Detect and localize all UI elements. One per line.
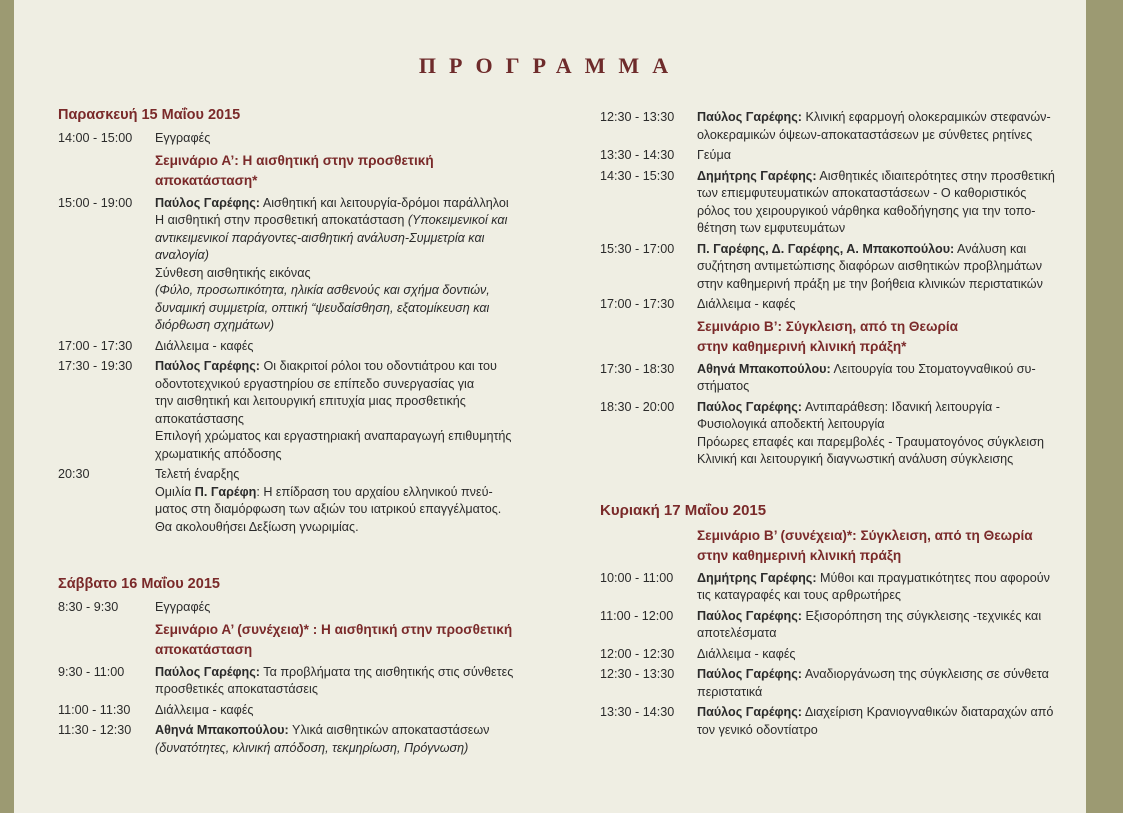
entry-time: 12:30 - 13:30	[600, 667, 675, 681]
desc-line: Σύνθεση αισθητικής εικόνας	[155, 265, 311, 280]
speaker: Δημήτρης Γαρέφης:	[697, 168, 817, 183]
desc-line: Επιλογή χρώματος και εργαστηριακή αναπαραγωγή επιθυμητής	[155, 429, 512, 443]
desc-line: Η αισθητική στην προσθετική αποκατάσταση	[155, 213, 408, 227]
seminar-line: Σεμινάριο Α’: Η αισθητική στην προσθετική	[155, 152, 434, 168]
speaker: Αθηνά Μπακοπούλου:	[155, 723, 289, 737]
schedule-entry	[600, 147, 1068, 165]
schedule-entry	[58, 338, 526, 356]
desc-line: διόρθωση σχημάτων)	[155, 318, 275, 332]
schedule-entry	[600, 361, 1068, 396]
schedule-entry	[600, 109, 1068, 144]
speaker: Παύλος Γαρέφης:	[697, 110, 802, 124]
desc-line: Εξισορόπηση της σύγκλεισης -τεχνικές και	[805, 608, 1042, 623]
desc-line: συζήτηση αντιμετώπισης διαφόρων αισθητικών προβλημάτων	[697, 259, 1043, 273]
entry-time: 20:30	[58, 467, 90, 481]
desc-line: στην καθημερινή πράξη με την βοήθεια κλινικών περιστατικών	[697, 276, 1043, 291]
desc-line: Θα ακολουθήσει Δεξίωση γνωριμίας.	[155, 519, 359, 534]
seminar-line: στην καθημερινή κλινική πράξη*	[697, 338, 907, 354]
entry-time: 10:00 - 11:00	[600, 570, 674, 585]
entry-desc	[697, 704, 1068, 739]
day-heading-sunday: Κυριακή 17 Μαΐου 2015	[600, 501, 767, 519]
entry-time: 11:00 - 12:00	[600, 608, 674, 623]
desc-line: (δυνατότητες, κλινική απόδοση, τεκμηρίωση, Πρόγνωση)	[155, 740, 469, 755]
entry-text: Γεύμα	[697, 148, 731, 162]
entry-time: 12:00 - 12:30	[600, 646, 675, 661]
entry-time: 8:30 - 9:30	[58, 600, 119, 614]
schedule-entry	[58, 702, 526, 720]
schedule-entry	[58, 599, 526, 617]
seminar-line: στην καθημερινή κλινική πράξη	[697, 547, 902, 563]
entry-desc	[697, 608, 1068, 643]
entry-desc	[697, 399, 1068, 469]
entry-desc	[697, 666, 1068, 701]
desc-line: αναλογία)	[155, 248, 209, 262]
entry-time: 13:30 - 14:30	[600, 705, 675, 719]
entry-time: 14:30 - 15:30	[600, 168, 675, 183]
schedule-entry	[600, 296, 1068, 314]
entry-desc	[155, 358, 526, 463]
desc-line: Αντιπαράθεση: Ιδανική λειτουργία -	[804, 399, 1000, 414]
entry-text: Διάλλειμα - καφές	[697, 646, 796, 661]
desc-line: Κλινική και λειτουργική διαγνωστική ανάλυση σύγκλεισης	[697, 452, 1014, 466]
entry-text: Διάλλειμα - καφές	[155, 338, 254, 353]
schedule-entry	[600, 704, 1068, 739]
spacer	[600, 472, 1068, 502]
entry-time: 17:30 - 19:30	[58, 359, 133, 373]
desc-line: ματος στη διαμόρφωση των αξιών του ιατρικού επαγγέλματος.	[155, 502, 502, 516]
entry-desc	[697, 570, 1068, 605]
entry-text: Εγγραφές	[155, 131, 211, 145]
desc-line: Αισθητικές ιδιαιτερότητες στην προσθετική	[819, 168, 1055, 183]
desc-line: αντικειμενικοί παράγοντες-αισθητική ανάλυση-Συμμετρία και	[155, 230, 485, 245]
entry-time: 9:30 - 11:00	[58, 664, 125, 679]
entry-desc	[697, 361, 1068, 396]
entry-time: 18:30 - 20:00	[600, 399, 675, 414]
entry-text: Εγγραφές	[155, 600, 211, 614]
desc-line: (Φύλο, προσωπικότητα, ηλικία ασθενούς και σχήμα δοντιών,	[155, 283, 490, 297]
desc-line: Ανάλυση και	[957, 241, 1027, 256]
desc-line: ρόλος του χειρουργικού νάρθηκα καθοδήγησης για την τοπο-	[697, 203, 1036, 218]
desc-line: θέτηση των εμφυτευμάτων	[697, 221, 846, 235]
desc-line: των επιεμφυτευματικών αποκαταστάσεων - Ο καθοριστικός	[697, 186, 1027, 200]
desc-line: Οι διακριτοί ρόλοι του οδοντιάτρου και του	[263, 359, 497, 373]
entry-desc	[155, 195, 526, 335]
desc-line: αποτελέσματα	[697, 626, 777, 640]
schedule-entry	[58, 466, 526, 536]
entry-time: 11:00 - 11:30	[58, 702, 131, 717]
desc-line: την αισθητική και λειτουργική επιτυχία μιας προσθετικής	[155, 394, 466, 408]
schedule-entry	[58, 358, 526, 463]
speaker: Π. Γαρέφη	[194, 484, 257, 499]
desc-line: Λειτουργία του Στοματογναθικού συ-	[833, 361, 1036, 376]
desc-line: στήματος	[697, 379, 750, 393]
seminar-line: Σεμινάριο Β’: Σύγκλειση, από τη Θεωρία	[697, 318, 958, 334]
right-column	[600, 109, 1068, 742]
desc-line: Υλικά αισθητικών αποκαταστάσεων	[291, 723, 490, 737]
desc-line: (Υποκειμενικοί και	[407, 213, 508, 227]
desc-line: Κλινική εφαρμογή ολοκεραμικών στεφανών-	[805, 110, 1051, 124]
seminar-line: Σεμινάριο Β’ (συνέχεια)*: Σύγκλειση, από τη Θεωρία	[697, 527, 1033, 543]
speaker: Π. Γαρέφης, Δ. Γαρέφης, Α. Μπακοπούλου:	[697, 241, 955, 256]
seminar-line: αποκατάσταση*	[155, 172, 258, 188]
entry-time: 17:30 - 18:30	[600, 361, 675, 376]
schedule-entry	[600, 608, 1068, 643]
desc-line: Φυσιολογικά αποδεκτή λειτουργία	[697, 417, 885, 431]
spacer	[58, 539, 526, 575]
left-column	[58, 106, 526, 760]
speaker: Παύλος Γαρέφης:	[697, 705, 802, 719]
entry-time: 11:30 - 12:30	[58, 723, 132, 737]
day-heading-friday: Παρασκευή 15 Μαΐου 2015	[58, 107, 241, 123]
entry-desc	[697, 168, 1068, 238]
desc-line: δυναμική συμμετρία, οπτική “ψευδαίσθηση, εξατομίκευση και	[155, 300, 490, 315]
desc-line: οδοντοτεχνικού εργαστηρίου σε επίπεδο συνεργασίας για	[155, 376, 475, 391]
seminar-title	[600, 317, 1068, 357]
entry-time: 15:30 - 17:00	[600, 241, 675, 256]
schedule-entry	[600, 241, 1068, 294]
page-title: ΠΡΟΓΡΑΜΜΑ	[418, 53, 682, 78]
entry-desc	[155, 664, 526, 699]
entry-time: 13:30 - 14:30	[600, 148, 675, 162]
schedule-entry	[58, 130, 526, 148]
schedule-entry	[600, 646, 1068, 664]
entry-time: 12:30 - 13:30	[600, 110, 675, 124]
seminar-title	[58, 620, 526, 660]
schedule-entry	[58, 664, 526, 699]
desc-line: περιστατικά	[697, 684, 763, 699]
schedule-entry	[58, 195, 526, 335]
desc-line: Τελετή έναρξης	[155, 467, 240, 481]
desc-line: προσθετικές αποκαταστάσεις	[155, 682, 318, 696]
speaker: Αθηνά Μπακοπούλου:	[697, 361, 831, 376]
desc-line: ολοκεραμικών όψεων-αποκαταστάσεων με σύνθετες ρητίνες	[697, 127, 1033, 142]
schedule-entry	[600, 570, 1068, 605]
entry-desc	[697, 109, 1068, 144]
desc-line: τις καταγραφές και τους αρθρωτήρες	[697, 588, 902, 602]
desc-line: τον γενικό οδοντίατρο	[697, 722, 818, 737]
desc-line: αποκατάστασης	[155, 411, 244, 426]
schedule-entry	[600, 168, 1068, 238]
schedule-entry	[58, 722, 526, 757]
speaker: Παύλος Γαρέφης:	[155, 359, 260, 373]
entry-text: Διάλλειμα - καφές	[155, 702, 254, 717]
desc-line: Μύθοι και πραγματικότητες που αφορούν	[820, 570, 1050, 585]
day-heading-saturday: Σάββατο 16 Μαΐου 2015	[58, 576, 220, 592]
speaker: Παύλος Γαρέφης:	[155, 664, 260, 679]
speaker: Παύλος Γαρέφης:	[697, 608, 802, 623]
seminar-line: Σεμινάριο Α’ (συνέχεια)* : Η αισθητική στην προσθετική	[155, 621, 513, 637]
desc-line: Αναδιοργάνωση της σύγκλεισης σε σύνθετα	[804, 667, 1049, 681]
seminar-line: αποκατάσταση	[155, 641, 253, 657]
program-page	[14, 0, 1086, 813]
speaker: Δημήτρης Γαρέφης:	[697, 570, 817, 585]
schedule-entry	[600, 666, 1068, 701]
speaker: Παύλος Γαρέφης:	[697, 399, 802, 414]
entry-text: Διάλλειμα - καφές	[697, 297, 796, 311]
desc-line: Τα προβλήματα της αισθητικής στις σύνθετες	[263, 664, 514, 679]
speaker: Παύλος Γαρέφης:	[155, 195, 260, 210]
entry-desc	[155, 466, 526, 536]
speaker: Παύλος Γαρέφης:	[697, 667, 802, 681]
entry-time: 17:00 - 17:30	[600, 297, 675, 311]
desc-line: χρωματικής απόδοσης	[155, 446, 282, 461]
entry-time: 17:00 - 17:30	[58, 338, 133, 353]
entry-time: 15:00 - 19:00	[58, 195, 133, 210]
desc-line: Πρόωρες επαφές και παρεμβολές - Τραυματογόνος σύγκλειση	[697, 434, 1044, 449]
entry-desc	[155, 722, 526, 757]
desc-line: Ομιλία	[155, 484, 195, 499]
desc-line: Αισθητική και λειτουργία-δρόμοι παράλληλοι	[262, 195, 509, 210]
desc-line: Διαχείριση Κρανιογναθικών διαταραχών από	[804, 705, 1054, 719]
seminar-title	[600, 526, 1068, 566]
desc-line: : Η επίδραση του αρχαίου ελληνικού πνεύ-	[256, 484, 493, 499]
seminar-title	[58, 151, 526, 191]
entry-time: 14:00 - 15:00	[58, 131, 133, 145]
entry-desc	[697, 241, 1068, 294]
schedule-entry	[600, 399, 1068, 469]
